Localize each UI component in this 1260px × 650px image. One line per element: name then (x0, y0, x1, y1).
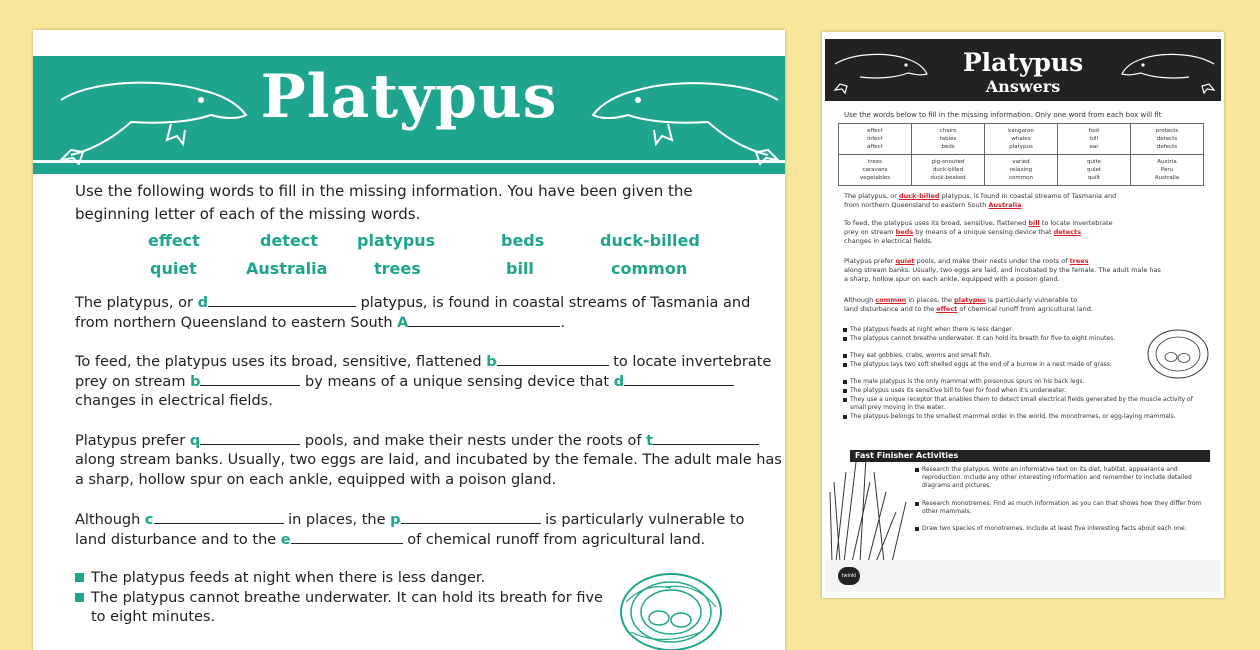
word-choice-cell: foot bill ear (1058, 124, 1131, 155)
page-title: Platypus (260, 62, 558, 132)
text: of chemical runoff from agricultural land. (402, 532, 706, 548)
instructions: Use the following words to fill in the missing information. You have been given the beginning letter of each of the missing words. (75, 182, 693, 223)
text: To feed, the platypus uses its broad, sensitive, flattened (75, 354, 487, 370)
word-bank-word: Australia (246, 259, 328, 278)
word-choice-cell: pig-snouted duck-billed duck-beaked (912, 155, 985, 186)
answer-fact-bullet: The platypus lays two soft shelled eggs at the end of a burrow in a nest made of grass. (850, 361, 1140, 369)
hint-letter: b (190, 374, 201, 390)
text: platypus, is found in coastal streams of Tasmania and (939, 192, 1117, 200)
word-bank-word: detect (260, 231, 318, 250)
text: To feed, the platypus uses its broad, sensitive, flattened (844, 219, 1029, 227)
text: The platypus, or (75, 295, 198, 311)
text: The platypus, or (844, 192, 899, 200)
word-choice-cell: Austria Peru Australia (1131, 155, 1204, 186)
word-choice-table (838, 123, 1204, 186)
answer-blank[interactable] (154, 509, 284, 524)
answer-blank[interactable] (401, 509, 541, 524)
text: along stream banks. Usually, two eggs are laid, and incubated by the female. The adult male has (75, 452, 782, 468)
text: pools, and make their nests under the roots of (914, 257, 1070, 265)
answer-fact-bullet: The platypus feeds at night when there is less danger. (850, 326, 1140, 334)
grass-illustration (826, 452, 910, 562)
activity-item: Research monotremes. Find as much information as you can that shows how they differ from other mammals. (922, 500, 1207, 516)
text: a sharp, hollow spur on each ankle, equipped with a poison gland. (75, 472, 557, 488)
word-bank-word: duck-billed (600, 231, 700, 250)
text: by means of a unique sensing device that (300, 374, 614, 390)
answer-blank[interactable] (291, 529, 403, 544)
answer-word: duck-billed (898, 192, 940, 200)
text: prey on stream (844, 228, 896, 236)
text: along stream banks. Usually, two eggs are laid, and incubated by the female. The adult male has (844, 266, 1161, 274)
hint-letter: t (646, 433, 654, 449)
word-bank-word: bill (506, 259, 534, 278)
paragraph-1 (75, 292, 765, 332)
text: The platypus cannot breathe underwater. It can hold its breath for five (91, 590, 603, 606)
answer-blank[interactable] (497, 351, 609, 366)
paragraph-2 (75, 351, 772, 411)
text: is particularly vulnerable to (540, 512, 745, 528)
text: to eight minutes. (91, 609, 216, 625)
word-choice-cell: trees caravans vegetables (839, 155, 912, 186)
text: land disturbance and to the (75, 532, 281, 548)
answer-fact-bullet: The platypus uses its sensitive bill to feel for food when it's underwater. (850, 387, 1140, 395)
banner-stripe (33, 168, 785, 174)
text: Although (844, 296, 876, 304)
answer-word: effect (936, 305, 958, 313)
answer-paragraph-1 (844, 192, 1214, 210)
text: a sharp, hollow spur on each ankle, equipped with a poison gland. (844, 275, 1060, 283)
word-bank-word: common (611, 259, 688, 278)
activity-item: Research the platypus. Write an informative text on its diet, habitat, appearance and reproduction. Include any other interesting information and remember to include detailed diagrams and pictures. (922, 466, 1207, 490)
hint-letter: e (280, 532, 291, 548)
answer-blank[interactable] (200, 371, 300, 386)
word-bank-word: quiet (150, 259, 197, 278)
text: from northern Queensland to eastern South (75, 315, 398, 331)
text: . (560, 315, 566, 331)
text: Although (75, 512, 145, 528)
answer-word: common (875, 296, 907, 304)
word-choice-cell: effect infect affect (839, 124, 912, 155)
nest-illustration (1144, 324, 1212, 382)
text: changes in electrical fields. (844, 237, 933, 245)
text: to locate invertebrate (608, 354, 772, 370)
answer-fact-bullet: They use a unique receptor that enables them to detect small electrical fields generated by the muscle activity of small prey moving in the water. (850, 396, 1205, 412)
text: land disturbance and to the (844, 305, 937, 313)
word-choice-cell: protects detects defects (1131, 124, 1204, 155)
answer-blank[interactable] (200, 430, 300, 445)
hint-letter: q (189, 433, 201, 449)
text: changes in electrical fields. (75, 393, 273, 409)
bullet-square-icon (75, 573, 84, 582)
activity-item: Draw two species of monotremes. Include at least five interesting facts about each one. (922, 525, 1207, 533)
hint-letter: A (397, 315, 409, 331)
text: platypus, is found in coastal streams of Tasmania and (355, 295, 751, 311)
answer-blank[interactable] (208, 292, 356, 307)
nest-illustration (611, 552, 731, 650)
answer-word: bill (1028, 219, 1040, 227)
worksheet-page (33, 30, 785, 650)
answer-word: beds (895, 228, 914, 236)
word-choice-cell: quite quiet quilt (1058, 155, 1131, 186)
word-bank-word: effect (148, 231, 200, 250)
answer-word: Australia (988, 201, 1022, 209)
paragraph-3 (75, 430, 782, 490)
brand-logo: twinkl (838, 567, 860, 585)
answer-sheet-page (822, 32, 1224, 598)
hint-letter: d (613, 374, 625, 390)
answer-paragraph-3 (844, 257, 1214, 284)
text: Platypus prefer (844, 257, 896, 265)
word-bank-word: platypus (357, 231, 436, 250)
answer-word: detects (1053, 228, 1081, 236)
text: in places, the (906, 296, 955, 304)
text: is particularly vulnerable to (985, 296, 1078, 304)
answer-blank[interactable] (408, 312, 560, 327)
answer-fact-bullet: The male platypus is the only mammal with poisonous spurs on his back legs. (850, 378, 1140, 386)
hint-letter: c (144, 512, 154, 528)
text: of chemical runoff from agricultural land. (957, 305, 1093, 313)
word-choice-cell: varied relaxing common (985, 155, 1058, 186)
fact-bullet-continuation (91, 607, 215, 627)
word-bank-word: beds (501, 231, 545, 250)
text: prey on stream (75, 374, 191, 390)
text: pools, and make their nests under the roots of (300, 433, 647, 449)
answer-word: quiet (895, 257, 915, 265)
paragraph-4 (75, 509, 765, 549)
text: in places, the (283, 512, 391, 528)
page-footer (825, 560, 1221, 592)
hint-letter: d (197, 295, 208, 311)
answer-fact-bullet: The platypus cannot breathe underwater. It can hold its breath for five to eight minutes. (850, 335, 1140, 343)
word-choice-cell: kangaroo whales platypus (985, 124, 1058, 155)
answer-subtitle: Answers (985, 77, 1061, 96)
fact-bullet (75, 588, 603, 608)
answer-fact-bullet: The platypus belongs to the smallest mammal order in the world, the monotremes, or egg-laying mammals. (850, 413, 1205, 421)
fact-bullet (75, 568, 485, 588)
answer-fact-bullet: They eat gobbies, crabs, worms and small fish. (850, 352, 1140, 360)
answer-title: Platypus (962, 48, 1084, 77)
word-choice-cell: chairs tables beds (912, 124, 985, 155)
answer-word: trees (1069, 257, 1089, 265)
answer-paragraph-2 (844, 219, 1214, 246)
hint-letter: p (390, 512, 401, 528)
answer-blank[interactable] (653, 430, 759, 445)
answer-paragraph-4 (844, 296, 1214, 314)
text: to locate invertebrate (1039, 219, 1113, 227)
text: The platypus feeds at night when there is less danger. (91, 570, 486, 586)
text: by means of a unique sensing device that (913, 228, 1054, 236)
answer-blank[interactable] (624, 371, 734, 386)
bullet-square-icon (75, 593, 84, 602)
text: Platypus prefer (75, 433, 190, 449)
word-bank-word: trees (374, 259, 421, 278)
answer-instructions: Use the words below to fill in the missing information. Only one word from each box will fit (844, 111, 1162, 119)
fast-finisher-header: Fast Finisher Activities (850, 450, 1210, 462)
text: from northern Queensland to eastern South (844, 201, 989, 209)
answer-word: platypus (954, 296, 986, 304)
hint-letter: b (486, 354, 497, 370)
text: . (1021, 201, 1024, 209)
